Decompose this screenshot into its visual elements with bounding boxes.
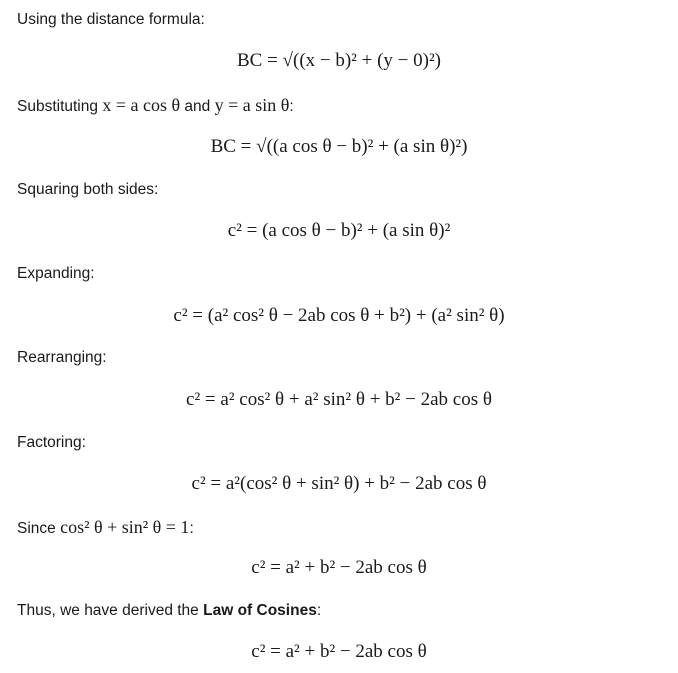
substitution-text bbox=[17, 95, 294, 117]
substitution-and: and bbox=[184, 98, 211, 115]
identity-prefix: Since bbox=[17, 520, 56, 537]
equation-squared: c² = (a cos θ − b)² + (a sin θ)² bbox=[227, 220, 451, 241]
equation-simplified: c² = a² + b² − 2ab cos θ bbox=[251, 557, 427, 578]
step-expand-text: Expanding: bbox=[17, 265, 95, 282]
equation-substituted: BC = √((a cos θ − b)² + (a sin θ)²) bbox=[210, 136, 468, 157]
intro-text: Using the distance formula: bbox=[17, 11, 205, 28]
equation-final: c² = a² + b² − 2ab cos θ bbox=[251, 641, 427, 662]
step-factor-text: Factoring: bbox=[17, 434, 86, 451]
y-substitution: y = a sin θ bbox=[214, 95, 290, 115]
law-of-cosines-label: Law of Cosines bbox=[203, 602, 317, 619]
step-square-text: Squaring both sides: bbox=[17, 181, 159, 198]
conclusion-prefix: Thus, we have derived the bbox=[17, 602, 199, 619]
conclusion-suffix: : bbox=[316, 602, 322, 619]
substitution-suffix: : bbox=[289, 98, 294, 115]
identity-formula: cos² θ + sin² θ = 1 bbox=[60, 517, 190, 537]
conclusion-text bbox=[17, 601, 321, 621]
identity-suffix: : bbox=[189, 520, 194, 537]
equation-factored: c² = a²(cos² θ + sin² θ) + b² − 2ab cos θ bbox=[191, 473, 487, 494]
identity-text bbox=[17, 517, 194, 539]
equation-expanded: c² = (a² cos² θ − 2ab cos θ + b²) + (a² sin² θ) bbox=[173, 305, 505, 326]
x-substitution: x = a cos θ bbox=[102, 95, 181, 115]
step-rearrange-text: Rearranging: bbox=[17, 349, 107, 366]
equation-rearranged: c² = a² cos² θ + a² sin² θ + b² − 2ab cos θ bbox=[186, 389, 492, 410]
substitution-prefix: Substituting bbox=[17, 98, 98, 115]
equation-distance: BC = √((x − b)² + (y − 0)²) bbox=[237, 50, 441, 71]
